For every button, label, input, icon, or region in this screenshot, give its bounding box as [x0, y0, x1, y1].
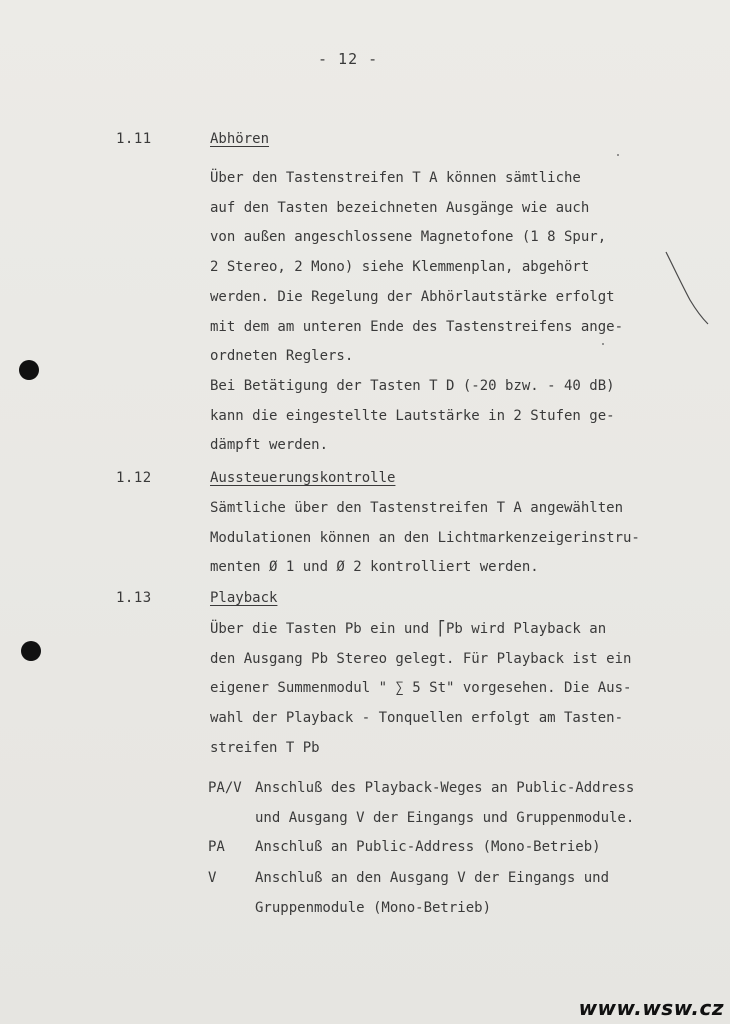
- section-number: 1.11: [116, 131, 152, 147]
- punch-hole-bottom: [21, 641, 41, 661]
- term-label: PA: [208, 839, 225, 855]
- term-text: Anschluß an den Ausgang V der Eingangs und Gruppenmodule (Mono-Betrieb): [255, 870, 610, 916]
- section-number: 1.13: [116, 590, 152, 606]
- page-number: - 12 -: [318, 50, 379, 68]
- section-body: Über die Tasten Pb ein und ⎡Pb wird Playback an den Ausgang Pb Stereo gelegt. Für Playback ist ein eigener Summenmodul " ∑ 5 St" vorgesehen. Die Aus- wahl der Playback - Tonquellen erfolgt am Tasten- streifen T Pb: [210, 621, 632, 756]
- paper-speck: [602, 343, 604, 345]
- section-body: Über den Tastenstreifen T A können sämtliche auf den Tasten bezeichneten Ausgänge wie auch von außen angeschlossene Magnetofone (1 8 Spur, 2 Stereo, 2 Mono) siehe Klemmenplan, abgehört werden. Die Regelung der Abhörlautstärke erfolgt mit dem am unteren Ende des Tastenstreifens ange- ordneten Reglers. Bei Betätigung der Tasten T D (-20 bzw. - 40 dB) kann die eingestellte Lautstärke in 2 Stufen ge- dämpft werden.: [210, 170, 624, 454]
- term-label: V: [208, 870, 217, 886]
- margin-pen-mark-icon: [664, 250, 714, 330]
- term-label: PA/V: [208, 780, 242, 796]
- section-number: 1.12: [116, 470, 152, 486]
- punch-hole-top: [19, 360, 39, 380]
- paper-speck: [617, 154, 619, 156]
- section-title: Playback: [210, 590, 278, 606]
- watermark: www.wsw.cz: [578, 996, 724, 1020]
- term-text: Anschluß des Playback-Weges an Public-Address und Ausgang V der Eingangs und Gruppenmodule.: [255, 780, 635, 826]
- section-title: Abhören: [210, 131, 270, 147]
- section-title: Aussteuerungskontrolle: [210, 470, 396, 486]
- section-body: Sämtliche über den Tastenstreifen T A angewählten Modulationen können an den Lichtmarkenzeigerinstru- menten Ø 1 und Ø 2 kontrolliert werden.: [210, 500, 640, 576]
- term-text: Anschluß an Public-Address (Mono-Betrieb): [255, 839, 601, 855]
